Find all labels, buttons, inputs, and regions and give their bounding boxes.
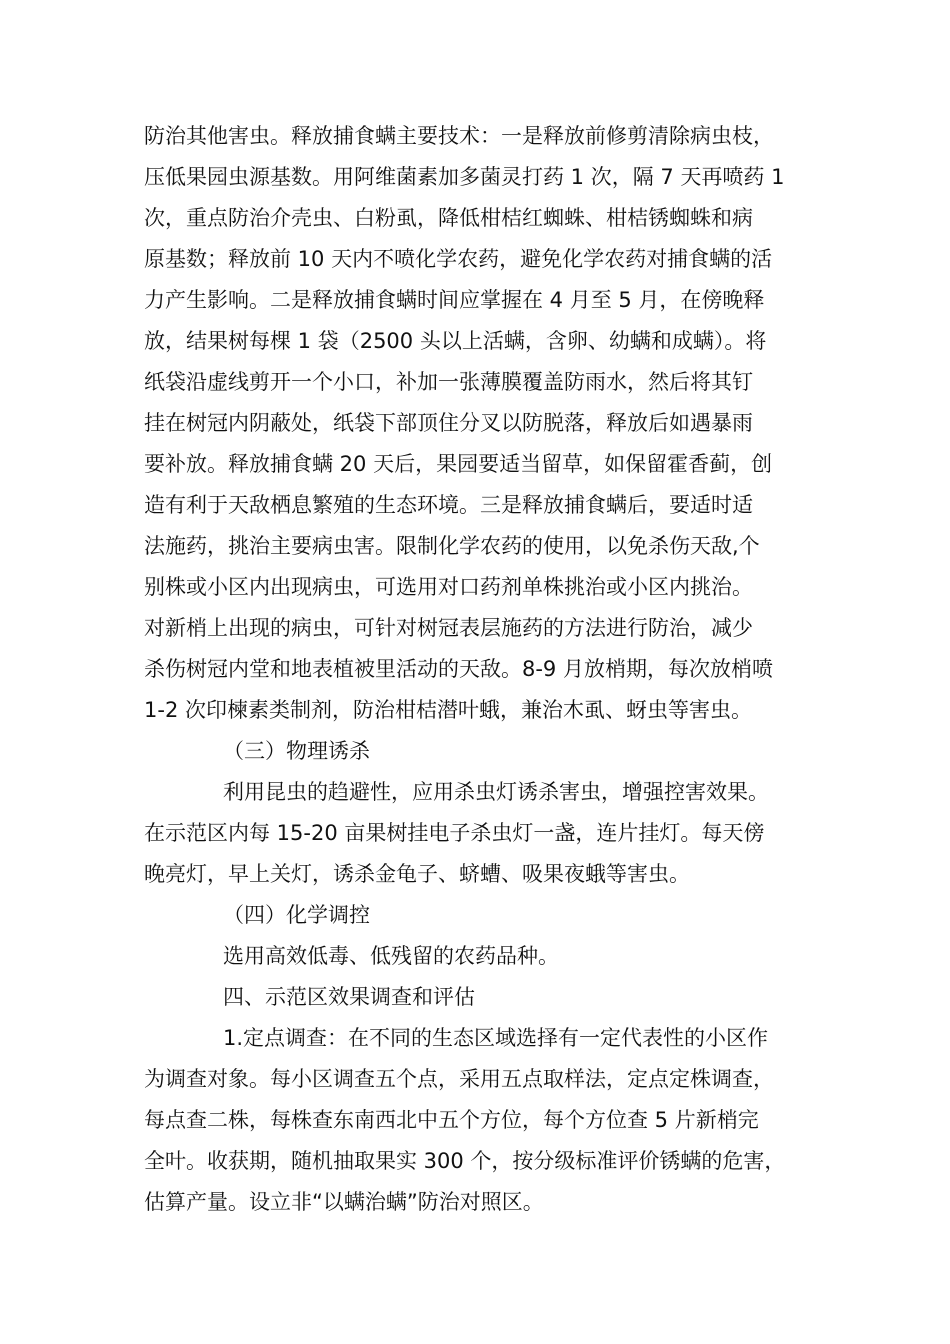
body-line: 压低果园虫源基数。用阿维菌素加多菌灵打药 1 次，隔 7 天再喷药 1 xyxy=(144,165,785,189)
body-line: 为调查对象。每小区调查五个点，采用五点取样法，定点定株调查， xyxy=(144,1067,774,1091)
body-line: 选用高效低毒、低残留的农药品种。 xyxy=(223,944,559,968)
body-line: 法施药，挑治主要病虫害。限制化学农药的使用，以免杀伤天敌,个 xyxy=(144,534,760,558)
body-line: 造有利于天敌栖息繁殖的生态环境。三是释放捕食螨后，要适时适 xyxy=(144,493,753,517)
body-line: 要补放。释放捕食螨 20 天后，果园要适当留草，如保留霍香蓟，创 xyxy=(144,452,773,476)
section-heading: 四、示范区效果调查和评估 xyxy=(223,985,475,1009)
body-line: 利用昆虫的趋避性，应用杀虫灯诱杀害虫，增强控害效果。 xyxy=(223,780,769,804)
body-line: 对新梢上出现的病虫，可针对树冠表层施药的方法进行防治，减少 xyxy=(144,616,753,640)
body-line: 防治其他害虫。释放捕食螨主要技术：一是释放前修剪清除病虫枝， xyxy=(144,124,774,148)
body-line: 次，重点防治介壳虫、白粉虱，降低柑桔红蜘蛛、柑桔锈蜘蛛和病 xyxy=(144,206,753,230)
body-line: 力产生影响。二是释放捕食螨时间应掌握在 4 月至 5 月，在傍晚释 xyxy=(144,288,765,312)
body-line: 原基数；释放前 10 天内不喷化学农药，避免化学农药对捕食螨的活 xyxy=(144,247,773,271)
body-line: 杀伤树冠内堂和地表植被里活动的天敌。8-9 月放梢期，每次放梢喷 xyxy=(144,657,773,681)
body-line: 估算产量。设立非“以螨治螨”防治对照区。 xyxy=(144,1190,544,1214)
body-line: 放，结果树每棵 1 袋（2500 头以上活螨，含卵、幼螨和成螨）。将 xyxy=(144,329,767,353)
body-line: 全叶。收获期，随机抽取果实 300 个，按分级标准评价锈螨的危害， xyxy=(144,1149,786,1173)
body-line: 在示范区内每 15-20 亩果树挂电子杀虫灯一盏，连片挂灯。每天傍 xyxy=(144,821,765,845)
body-line: 纸袋沿虚线剪开一个小口，补加一张薄膜覆盖防雨水，然后将其钉 xyxy=(144,370,753,394)
section-heading: （四）化学调控 xyxy=(223,903,370,927)
body-line: 别株或小区内出现病虫，可选用对口药剂单株挑治或小区内挑治。 xyxy=(144,575,753,599)
body-line: 1.定点调查：在不同的生态区域选择有一定代表性的小区作 xyxy=(223,1026,769,1050)
body-line: 挂在树冠内阴蔽处，纸袋下部顶住分叉以防脱落，释放后如遇暴雨 xyxy=(144,411,753,435)
body-line: 每点查二株，每株查东南西北中五个方位，每个方位查 5 片新梢完 xyxy=(144,1108,759,1132)
body-line: 1-2 次印楝素类制剂，防治柑桔潜叶蛾，兼治木虱、蚜虫等害虫。 xyxy=(144,698,752,722)
section-heading: （三）物理诱杀 xyxy=(223,739,370,763)
body-line: 晚亮灯，早上关灯，诱杀金龟子、蛴螬、吸果夜蛾等害虫。 xyxy=(144,862,690,886)
